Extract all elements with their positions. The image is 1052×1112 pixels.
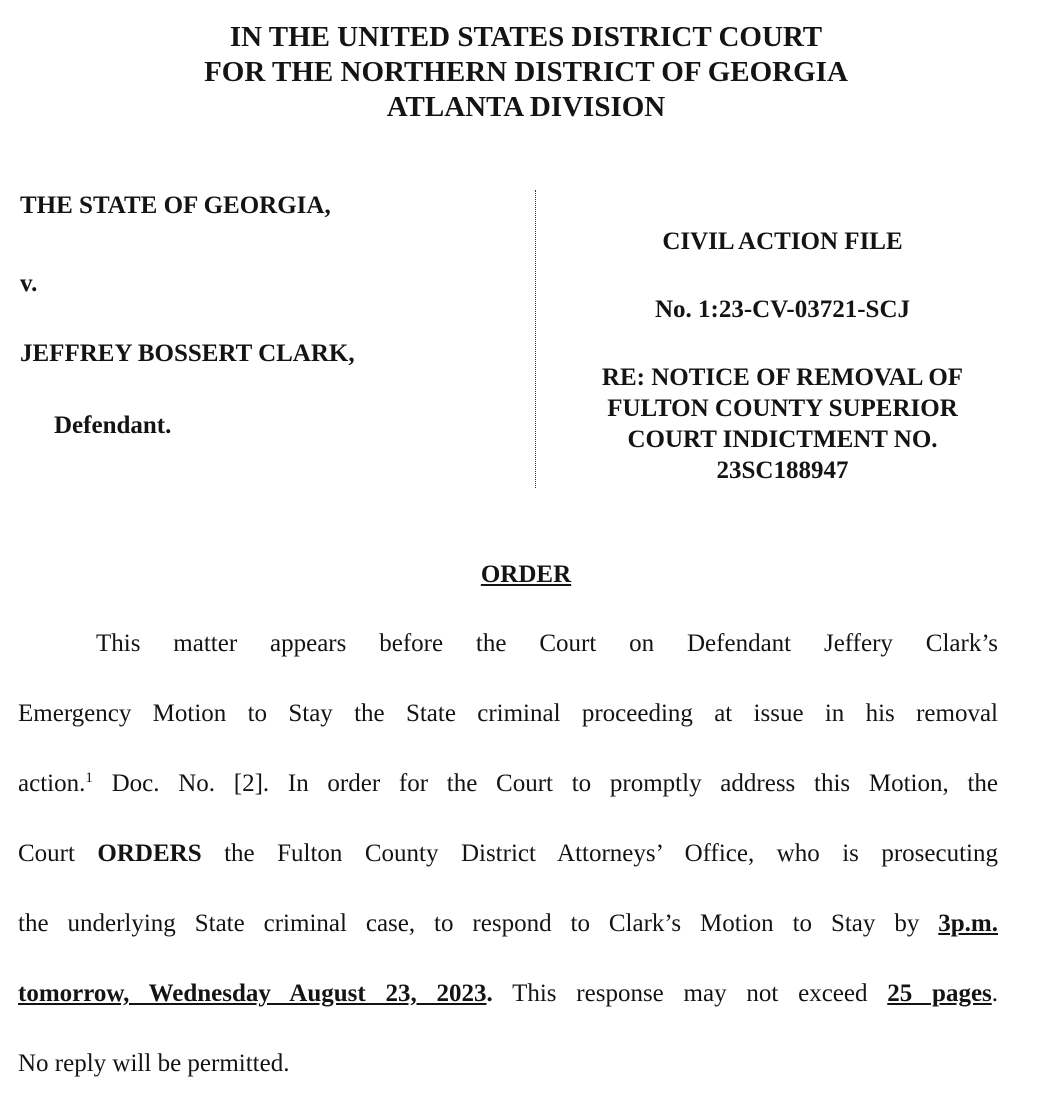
court-header: [0, 20, 1052, 125]
text-segment: Court: [18, 840, 98, 867]
case-number: No. 1:23-CV-03721-SCJ: [654, 296, 911, 323]
caption-divider: [535, 190, 536, 488]
text-segment: .: [486, 980, 493, 1007]
order-body: [18, 622, 998, 1112]
re-line: COURT INDICTMENT NO.: [627, 426, 938, 453]
body-line-4: [18, 832, 998, 902]
text-segment: This response may not exceed: [492, 980, 888, 1007]
district-line: FOR THE NORTHERN DISTRICT OF GEORGIA: [204, 56, 848, 88]
versus-label: v.: [20, 270, 38, 297]
deadline-date: tomorrow, Wednesday August 23, 2023: [18, 980, 487, 1007]
division-line: ATLANTA DIVISION: [386, 91, 666, 123]
re-notice: [555, 362, 1010, 486]
body-line-7: No reply will be permitted.: [18, 1050, 290, 1077]
defendant-role: Defendant.: [54, 412, 172, 439]
deadline-time: 3p.m.: [938, 910, 998, 937]
re-line: FULTON COUNTY SUPERIOR: [607, 395, 958, 422]
court-name-line: IN THE UNITED STATES DISTRICT COURT: [229, 21, 823, 53]
body-line-6: [18, 972, 998, 1042]
body-line-2: Emergency Motion to Stay the State criminal proceeding at issue in his removal: [18, 700, 998, 727]
text-segment: action.: [18, 770, 86, 797]
order-title: ORDER: [480, 561, 572, 588]
body-line-3: [18, 762, 998, 832]
text-segment: Doc. No. [2]. In order for the Court to promptly address this Motion, the: [92, 770, 998, 797]
indictment-number: 23SC188947: [716, 457, 849, 484]
re-line: RE: NOTICE OF REMOVAL OF: [601, 364, 964, 391]
footnote-ref: 1: [85, 770, 93, 786]
body-line-1: This matter appears before the Court on Defendant Jeffery Clark’s: [96, 630, 998, 657]
orders-emphasis: ORDERS: [97, 840, 202, 867]
page-limit: 25 pages: [887, 980, 992, 1007]
text-segment: the Fulton County District Attorneys’ Office, who is prosecuting: [201, 840, 998, 867]
text-segment: the underlying State criminal case, to respond to Clark’s Motion to Stay by: [18, 910, 939, 937]
body-line-5: [18, 902, 998, 972]
text-segment: .: [991, 980, 999, 1007]
defendant-name: JEFFREY BOSSERT CLARK,: [20, 340, 355, 367]
plaintiff-name: THE STATE OF GEORGIA,: [20, 192, 331, 219]
civil-action-label: CIVIL ACTION FILE: [662, 228, 903, 255]
